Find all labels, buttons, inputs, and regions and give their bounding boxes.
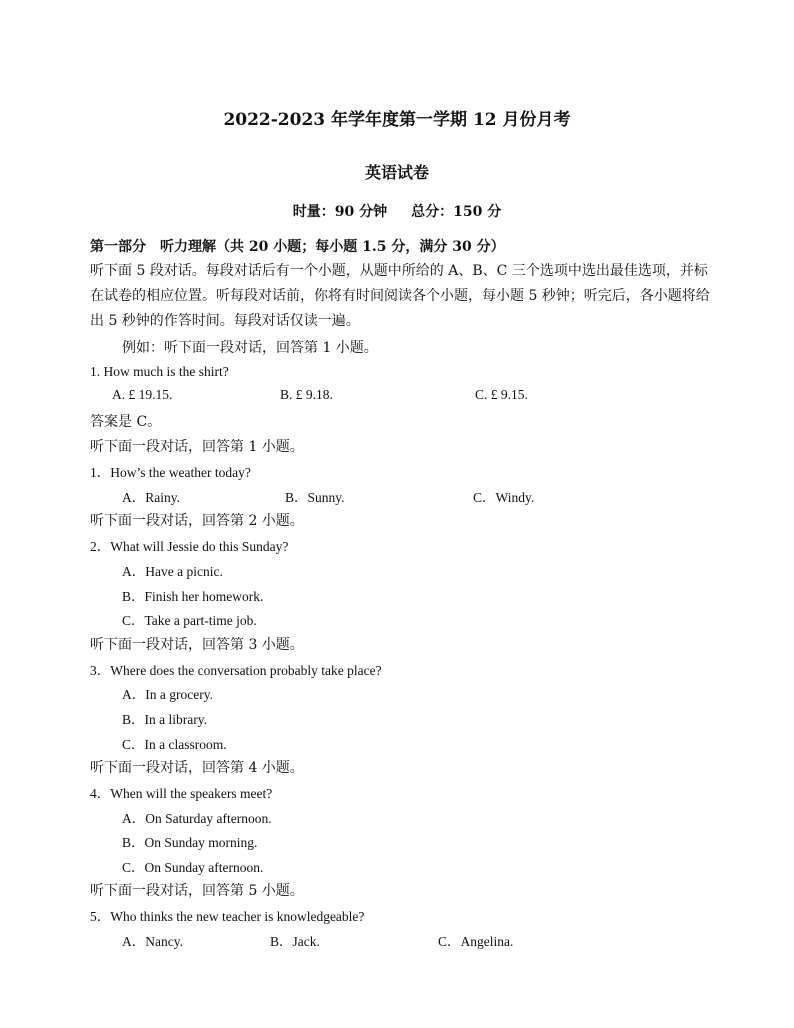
option-b: B．Finish her homework. <box>122 589 264 604</box>
option-a: A．On Saturday afternoon. <box>122 811 272 826</box>
exam-title: 2022-2023 年学年度第一学期 12 月份月考 <box>223 110 571 130</box>
option-a: A．Nancy. <box>122 934 183 949</box>
question-intro: 听下面一段对话，回答第 4 小题。 <box>90 760 304 776</box>
option-b: B．In a library. <box>122 712 207 727</box>
example-option-a: A. £ 19.15. <box>112 387 173 402</box>
option-b: B．On Sunday morning. <box>122 835 258 850</box>
option-a: A．In a grocery. <box>122 687 213 702</box>
option-a: A．Have a picnic. <box>122 564 223 579</box>
option-c: C．Windy. <box>473 490 535 505</box>
option-c: C．Take a part-time job. <box>122 613 257 628</box>
example-intro: 例如：听下面一段对话，回答第 1 小题。 <box>122 340 378 356</box>
example-answer: 答案是 C。 <box>90 414 162 430</box>
option-b: B．Jack. <box>270 934 320 949</box>
question-intro: 听下面一段对话，回答第 2 小题。 <box>90 513 304 529</box>
question-intro: 听下面一段对话，回答第 5 小题。 <box>90 883 304 899</box>
exam-subject: 英语试卷 <box>364 163 429 182</box>
example-option-b: B. £ 9.18. <box>280 387 333 402</box>
option-a: A．Rainy. <box>122 490 180 505</box>
question-text: 3．Where does the conversation probably take place? <box>90 663 382 678</box>
option-c: C．Angelina. <box>438 934 514 949</box>
question-intro: 听下面一段对话，回答第 1 小题。 <box>90 439 304 455</box>
question-text: 1．How’s the weather today? <box>90 465 251 480</box>
option-c: C．In a classroom. <box>122 737 227 752</box>
question-text: 4．When will the speakers meet? <box>90 786 273 801</box>
question-text: 2．What will Jessie do this Sunday? <box>90 539 289 554</box>
section-instructions: 听下面 5 段对话。每段对话后有一个小题，从题中所给的 A、B、C 三个选项中选出最佳选项，并标在试卷的相应位置。听每段对话前，你将有时间阅读各个小题，每小题 5 秒钟；听完后，各小题将给出 5 秒钟的作答时间。每段对话仅读一遍。 <box>90 263 710 329</box>
section-heading: 第一部分 听力理解（共 20 小题；每小题 1.5 分，满分 30 分） <box>90 239 505 255</box>
option-b: B．Sunny. <box>285 490 345 505</box>
exam-meta <box>0 201 794 221</box>
exam-time: 时量：90 分钟 <box>292 204 388 220</box>
exam-total-score: 总分：150 分 <box>411 204 502 220</box>
question-text: 5．Who thinks the new teacher is knowledgeable? <box>90 909 365 924</box>
question-intro: 听下面一段对话，回答第 3 小题。 <box>90 637 304 653</box>
example-question: 1. How much is the shirt? <box>90 364 229 379</box>
example-option-c: C. £ 9.15. <box>475 387 528 402</box>
option-c: C．On Sunday afternoon. <box>122 860 264 875</box>
